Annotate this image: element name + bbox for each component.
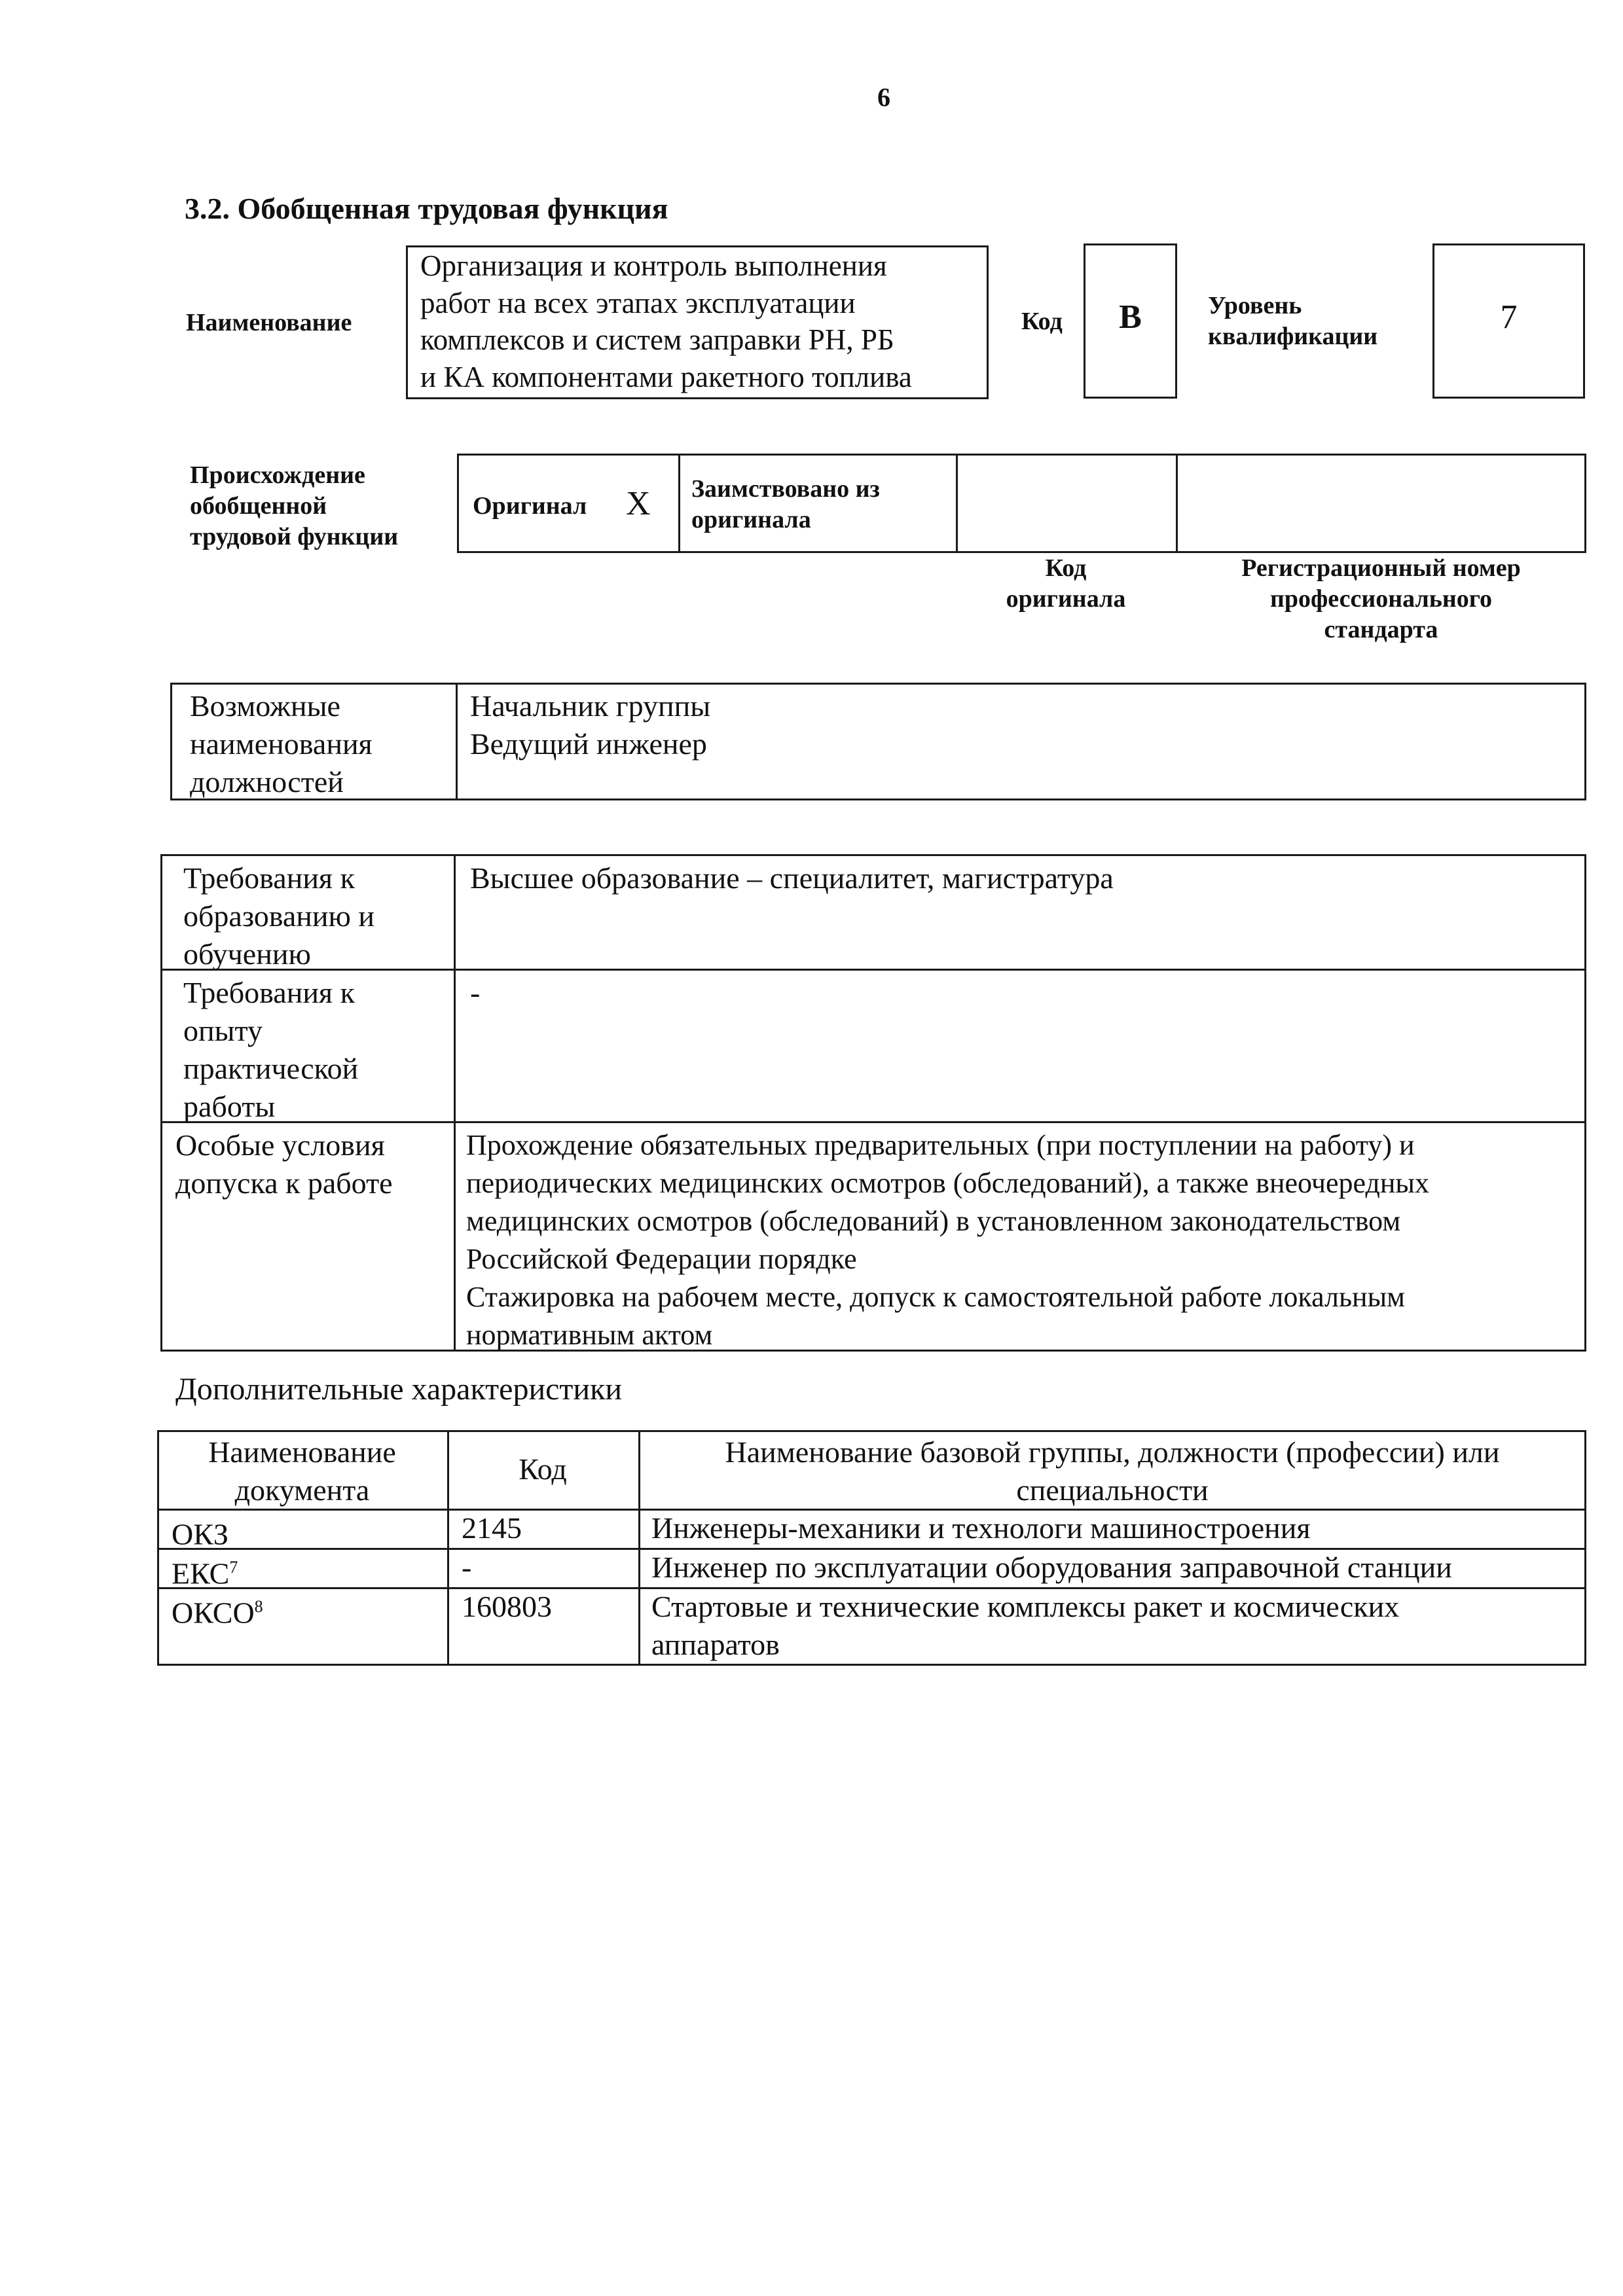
- level-value: 7: [1500, 298, 1518, 336]
- additional-header-doc: Наименование документа: [208, 1435, 396, 1507]
- additional-header-name: Наименование базовой группы, должности (профессии) или специальности: [725, 1435, 1500, 1507]
- additional-row-name: Инженер по эксплуатации оборудования заправочной станции: [651, 1551, 1452, 1584]
- additional-row-name: Инженеры-механики и технологи машиностроения: [651, 1511, 1311, 1545]
- name-value: Организация и контроль выполнения работ на всех этапах эксплуатации комплексов и систем заправки РН, РБ и КА компонентами ракетного топлива: [420, 249, 912, 393]
- original-code-caption: Код оригинала: [1006, 554, 1126, 613]
- level-label: Уровень квалификации: [1208, 292, 1378, 350]
- additional-row-doc: ОКСО$^8$: [172, 1596, 263, 1630]
- additional-row-name: Стартовые и технические комплексы ракет и космических аппаратов: [651, 1590, 1400, 1661]
- additional-row-doc: ЕКС$^7$: [172, 1556, 238, 1590]
- req-special-label: Особые условия допуска к работе: [175, 1128, 393, 1200]
- additional-row-doc: ОКЗ: [172, 1517, 228, 1551]
- additional-row-code: 160803: [462, 1590, 552, 1623]
- code-value: B: [1119, 298, 1142, 336]
- original-label: Оригинал: [473, 492, 587, 520]
- req-education-label: Требования к образованию и обучению: [183, 861, 374, 971]
- page-number: 6: [877, 82, 890, 112]
- positions-table: [170, 683, 1586, 800]
- section-title: 3.2. Обобщенная трудовая функция: [185, 192, 668, 225]
- reg-number-caption: Регистрационный номер профессионального стандарта: [1241, 554, 1521, 643]
- positions-label: Возможные наименования должностей: [190, 689, 373, 798]
- additional-header-code: Код: [519, 1452, 567, 1486]
- code-label: Код: [1021, 308, 1063, 335]
- borrowed-label: Заимствовано из оригинала: [691, 475, 880, 533]
- req-experience-label: Требования к опыту практической работы: [183, 976, 359, 1123]
- name-label: Наименование: [186, 309, 352, 336]
- additional-row-code: -: [462, 1551, 472, 1584]
- additional-title: Дополнительные характеристики: [175, 1372, 623, 1407]
- origin-label: Происхождение обобщенной трудовой функции: [190, 461, 399, 550]
- req-education-value: Высшее образование – специалитет, магистратура: [470, 861, 1114, 895]
- req-experience-value: -: [470, 976, 481, 1009]
- req-special-value: Прохождение обязательных предварительных (при поступлении на работу) и периодических медицинских осмотров (обследований), а также внеочередных медицинских осмотров (обследований) в установленном законодательством Российской Федерации порядке Стажировка на рабочем месте, допуск к самостоятельной работе локальным нормативным актом: [466, 1129, 1429, 1351]
- positions-values: Начальник группы Ведущий инженер: [470, 689, 711, 761]
- original-mark: X: [626, 485, 651, 522]
- additional-row-code: 2145: [462, 1511, 522, 1545]
